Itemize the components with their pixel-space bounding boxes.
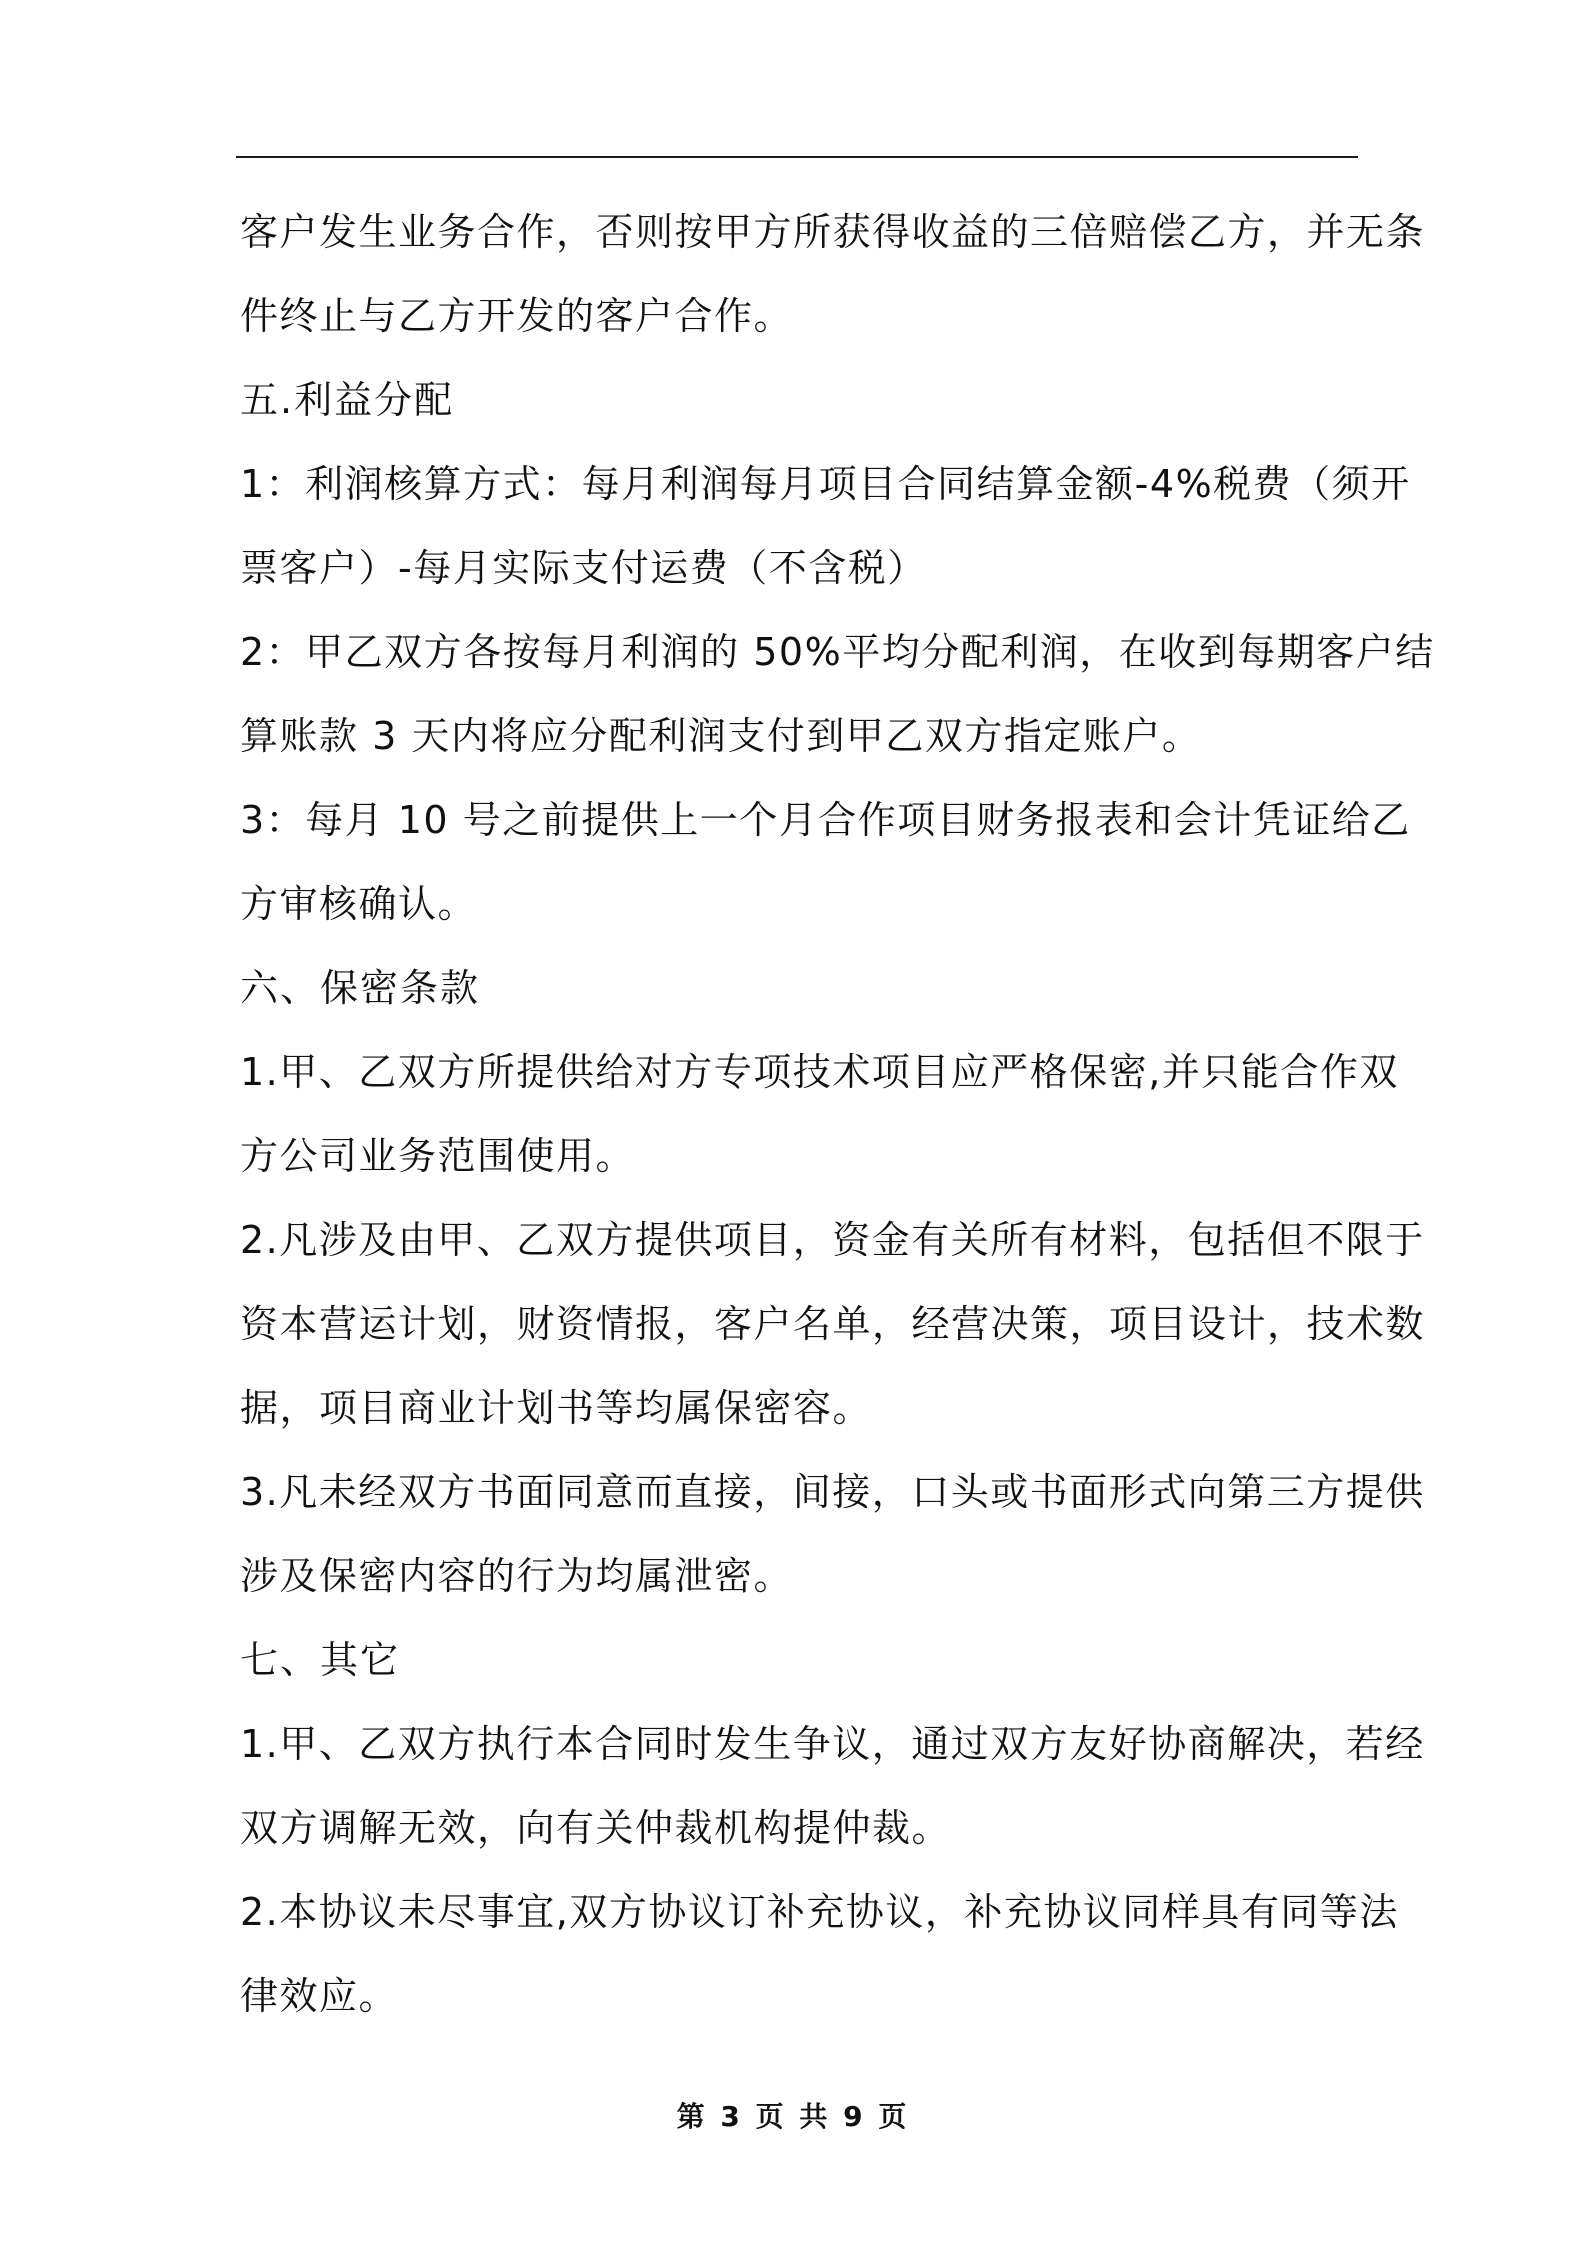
paragraph-line: 资本营运计划，财资情报，客户名单，经营决策，项目设计，技术数 (240, 1302, 1426, 1346)
paragraph-line: 2.凡涉及由甲、乙双方提供项目，资金有关所有材料，包括但不限于 (240, 1218, 1425, 1262)
paragraph-line: 1.甲、乙双方所提供给对方专项技术项目应严格保密,并只能合作双 (240, 1050, 1399, 1094)
section-heading: 五.利益分配 (240, 378, 455, 422)
paragraph-line: 件终止与乙方开发的客户合作。 (240, 294, 794, 338)
page-number-footer: 第 3 页 共 9 页 (676, 2100, 910, 2133)
paragraph-line: 律效应。 (240, 1974, 399, 2018)
paragraph-line: 方公司业务范围使用。 (240, 1134, 636, 1178)
paragraph-line: 方审核确认。 (240, 882, 478, 926)
paragraph-line: 2：甲乙双方各按每月利润的 50%平均分配利润，在收到每期客户结 (240, 630, 1435, 674)
paragraph-line: 2.本协议未尽事宜,双方协议订补充协议，补充协议同样具有同等法 (240, 1890, 1399, 1934)
paragraph-line: 双方调解无效，向有关仲裁机构提仲裁。 (240, 1806, 952, 1850)
section-heading: 七、其它 (240, 1638, 401, 1682)
paragraph-line: 票客户）-每月实际支付运费（不含税） (240, 546, 927, 590)
document-body (240, 190, 1435, 2038)
section-heading: 六、保密条款 (240, 966, 481, 1010)
paragraph-line: 3：每月 10 号之前提供上一个月合作项目财务报表和会计凭证给乙 (240, 798, 1411, 842)
paragraph-line: 客户发生业务合作，否则按甲方所获得收益的三倍赔偿乙方，并无条 (240, 210, 1426, 254)
paragraph-line: 算账款 3 天内将应分配利润支付到甲乙双方指定账户。 (240, 714, 1202, 758)
header-rule (236, 156, 1358, 158)
paragraph-line: 1：利润核算方式：每月利润每月项目合同结算金额-4%税费（须开 (240, 462, 1411, 506)
paragraph-line: 1.甲、乙双方执行本合同时发生争议，通过双方友好协商解决，若经 (240, 1722, 1425, 1766)
paragraph-line: 涉及保密内容的行为均属泄密。 (240, 1554, 794, 1598)
paragraph-line: 据，项目商业计划书等均属保密容。 (240, 1386, 873, 1430)
paragraph-line: 3.凡未经双方书面同意而直接，间接，口头或书面形式向第三方提供 (240, 1470, 1425, 1514)
